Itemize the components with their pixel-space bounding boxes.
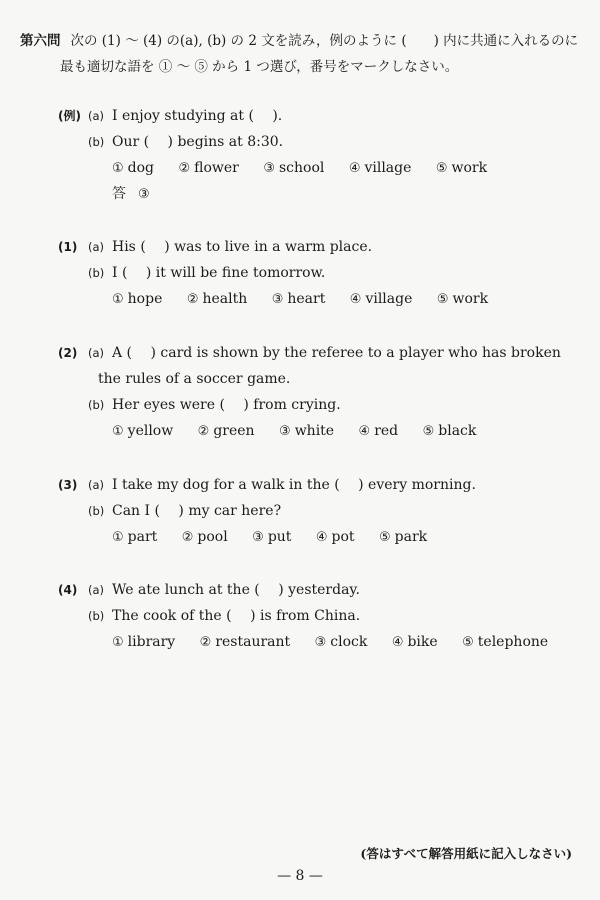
option: ⑤ telephone <box>462 634 549 650</box>
page-number: — 8 — <box>277 868 323 884</box>
option: ② health <box>186 291 248 307</box>
sentence-b-label: (b) <box>88 266 105 280</box>
sentence-a-continued: the rules of a soccer game. <box>98 371 291 387</box>
sentence-a: His ( ) was to live in a warm place. <box>112 239 373 255</box>
option-list <box>58 418 561 444</box>
option: ① part <box>112 529 158 545</box>
sentence-a: I enjoy studying at ( ). <box>112 108 283 124</box>
question-4 <box>58 577 568 655</box>
option: ② pool <box>181 529 228 545</box>
sentence-b-label: (b) <box>88 504 105 518</box>
sentence-b: I ( ) it will be fine tomorrow. <box>112 265 326 281</box>
instruction-line-2: 最も適切な語を ① ～ ⑤ から 1 つ選び，番号をマークしなさい。 <box>60 59 459 75</box>
example-number: (例) <box>58 109 81 123</box>
example-block <box>58 103 507 207</box>
sentence-b: The cook of the ( ) is from China. <box>112 608 361 624</box>
option: ⑤ black <box>422 423 477 439</box>
sentence-a-label: (a) <box>88 240 105 254</box>
sentence-a-label: (a) <box>88 583 105 597</box>
option: ① hope <box>112 291 163 307</box>
sentence-b-label: (b) <box>88 609 105 623</box>
option-list <box>58 155 507 181</box>
option: ② flower <box>178 160 239 176</box>
option-list <box>58 286 508 312</box>
option-list <box>58 524 476 550</box>
option: ④ village <box>348 160 412 176</box>
option: ③ put <box>252 529 292 545</box>
option: ④ red <box>358 423 399 439</box>
question-3 <box>58 472 476 550</box>
sentence-a-label: (a) <box>88 346 105 360</box>
option: ⑤ work <box>436 291 489 307</box>
sentence-b: Can I ( ) my car here? <box>112 503 282 519</box>
example-answer: 答 ③ <box>112 186 150 202</box>
option: ② green <box>197 423 255 439</box>
question-number: (2) <box>58 346 78 360</box>
option: ① dog <box>112 160 155 176</box>
option: ③ white <box>279 423 335 439</box>
sentence-b: Her eyes were ( ) from crying. <box>112 397 341 413</box>
option-list <box>58 629 568 655</box>
sentence-b: Our ( ) begins at 8:30. <box>112 134 284 150</box>
question-number: (4) <box>58 583 78 597</box>
sentence-b-label: (b) <box>88 398 105 412</box>
option: ④ village <box>349 291 413 307</box>
sentence-a-label: (a) <box>88 478 105 492</box>
instruction-line-1: 次の (1) ～ (4) の(a), (b) の 2 文を読み，例のように ( ) 内に共通に入れるのに <box>70 33 579 49</box>
instructions <box>20 28 585 80</box>
option: ① library <box>112 634 176 650</box>
question-2 <box>58 340 561 444</box>
footer-note: (答はすべて解答用紙に記入しなさい) <box>360 846 572 861</box>
sentence-a-label: (a) <box>88 109 105 123</box>
question-1 <box>58 234 508 312</box>
sentence-b-label: (b) <box>88 135 105 149</box>
option: ③ clock <box>314 634 368 650</box>
option: ③ heart <box>271 291 326 307</box>
option: ③ school <box>263 160 325 176</box>
question-number: (1) <box>58 240 78 254</box>
question-number: (3) <box>58 478 78 492</box>
sentence-a: I take my dog for a walk in the ( ) every morning. <box>112 477 476 493</box>
option: ⑤ work <box>435 160 488 176</box>
option: ① yellow <box>112 423 174 439</box>
option: ② restaurant <box>199 634 291 650</box>
option: ⑤ park <box>379 529 428 545</box>
sentence-a: A ( ) card is shown by the referee to a player who has broken <box>112 345 561 361</box>
option: ④ pot <box>315 529 355 545</box>
sentence-a: We ate lunch at the ( ) yesterday. <box>112 582 360 598</box>
option: ④ bike <box>391 634 438 650</box>
section-heading: 第六問 <box>20 33 61 49</box>
